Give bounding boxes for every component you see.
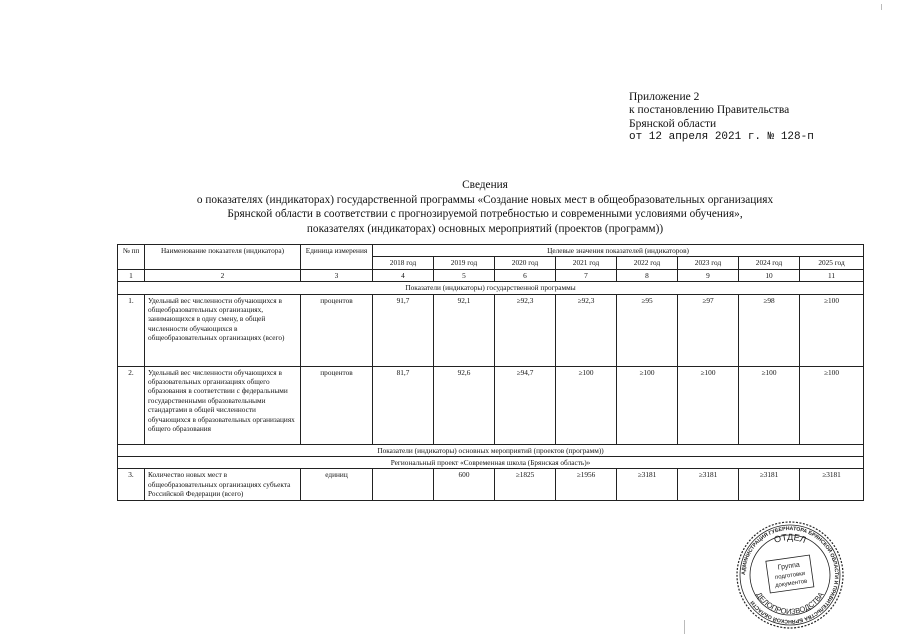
row-name: Количество новых мест в общеобразовательных организациях субъекта Российской Федерации (всего) xyxy=(145,469,301,500)
office-stamp xyxy=(735,520,845,630)
row-value: ≥100 xyxy=(678,366,739,444)
heading-title: Сведения xyxy=(462,179,508,191)
heading-line: о показателях (индикаторах) государственной программы «Создание новых мест в общеобразовательных организациях xyxy=(196,193,774,206)
table-row xyxy=(118,294,864,366)
stamp-ring-text: АДМИНИСТРАЦИЯ ГУБЕРНАТОРА БРЯНСКОЙ ОБЛАСТИ И ПРАВИТЕЛЬСТВА БРЯНСКОЙ ОБЛАСТИ xyxy=(740,525,840,625)
row-value: ≥3181 xyxy=(678,469,739,500)
header-year: 2018 год xyxy=(373,257,434,269)
row-value: ≥92,3 xyxy=(556,294,617,366)
stamp-center-line: подготовки xyxy=(774,570,806,582)
section-header: Показатели (индикаторы) основных мероприятий (проектов (программ)) xyxy=(118,444,864,456)
row-value: ≥100 xyxy=(800,294,864,366)
row-value xyxy=(373,469,434,500)
row-value: ≥100 xyxy=(800,366,864,444)
heading-line: Брянской области в соответствии с прогнозируемой потребностью и современными условиями обучения», xyxy=(227,208,743,220)
row-unit: процентов xyxy=(301,366,373,444)
row-unit: единиц xyxy=(301,469,373,500)
column-index: 10 xyxy=(739,269,800,281)
row-value: ≥95 xyxy=(617,294,678,366)
scan-mark xyxy=(881,4,882,10)
row-value: ≥1956 xyxy=(556,469,617,500)
header-targets: Целевые значения показателей (индикаторов) xyxy=(373,245,864,257)
row-value: ≥3181 xyxy=(617,469,678,500)
stamp-center-line: документов xyxy=(774,578,808,590)
stamp-top-word: ОТДЕЛ xyxy=(772,531,808,545)
appendix-line: Брянской области xyxy=(629,117,717,130)
column-index: 1 xyxy=(118,269,145,281)
header-year: 2022 год xyxy=(617,257,678,269)
appendix-line: Приложение 2 xyxy=(629,91,700,103)
row-name: Удельный вес численности обучающихся в общеобразовательных организациях, занимающихся в одну смену, в общей численности обучающихся в общеобразовательных организациях (всего) xyxy=(145,294,301,366)
svg-text:ОТДЕЛ xyxy=(773,532,808,545)
header-name: Наименование показателя (индикатора) xyxy=(145,245,301,270)
row-value: ≥98 xyxy=(739,294,800,366)
row-num: 2. xyxy=(118,366,145,444)
row-num: 1. xyxy=(118,294,145,366)
section-header: Показатели (индикаторы) государственной программы xyxy=(118,282,864,294)
row-value: ≥100 xyxy=(617,366,678,444)
column-index: 8 xyxy=(617,269,678,281)
header-year: 2023 год xyxy=(678,257,739,269)
appendix-block xyxy=(629,91,814,144)
column-index: 9 xyxy=(678,269,739,281)
appendix-line: к постановлению Правительства xyxy=(629,104,790,117)
scan-mark xyxy=(684,620,685,634)
row-unit: процентов xyxy=(301,294,373,366)
row-num: 3. xyxy=(118,469,145,500)
row-value: ≥3181 xyxy=(739,469,800,500)
column-index: 2 xyxy=(145,269,301,281)
row-value: ≥97 xyxy=(678,294,739,366)
column-index: 5 xyxy=(434,269,495,281)
table-row xyxy=(118,366,864,444)
column-index: 4 xyxy=(373,269,434,281)
column-index: 7 xyxy=(556,269,617,281)
row-value: ≥3181 xyxy=(800,469,864,500)
row-value: ≥1825 xyxy=(495,469,556,500)
row-value: 92,1 xyxy=(434,294,495,366)
row-value: ≥92,3 xyxy=(495,294,556,366)
header-year: 2020 год xyxy=(495,257,556,269)
table-row xyxy=(118,469,864,500)
row-value: ≥100 xyxy=(739,366,800,444)
row-value: ≥100 xyxy=(556,366,617,444)
header-year: 2024 год xyxy=(739,257,800,269)
stamp-center-line: Группа xyxy=(777,561,801,572)
row-name: Удельный вес численности обучающихся в образовательных организациях общего образования в соответствии с федеральными государственными образовательными стандартами в общей численности обучающихся в образовательных организациях общего образования xyxy=(145,366,301,444)
document-heading xyxy=(110,178,860,236)
row-value: ≥94,7 xyxy=(495,366,556,444)
row-value: 92,6 xyxy=(434,366,495,444)
indicators-table xyxy=(117,244,864,501)
row-value: 91,7 xyxy=(373,294,434,366)
header-year: 2019 год xyxy=(434,257,495,269)
row-value: 600 xyxy=(434,469,495,500)
column-index: 6 xyxy=(495,269,556,281)
header-year: 2021 год xyxy=(556,257,617,269)
stamp-bottom-word: ДЕЛОПРОИЗВОДСТВА xyxy=(754,590,826,617)
row-value: 81,7 xyxy=(373,366,434,444)
header-year: 2025 год xyxy=(800,257,864,269)
column-index: 3 xyxy=(301,269,373,281)
header-num: № пп xyxy=(118,245,145,270)
header-unit: Единица измерения xyxy=(301,245,373,270)
column-index: 11 xyxy=(800,269,864,281)
appendix-date: от 12 апреля 2021 г. № 128-п xyxy=(629,130,814,143)
section-header: Региональный проект «Современная школа (Брянская область)» xyxy=(118,457,864,469)
heading-line: показателях (индикаторах) основных мероприятий (проектов (программ)) xyxy=(306,222,664,235)
